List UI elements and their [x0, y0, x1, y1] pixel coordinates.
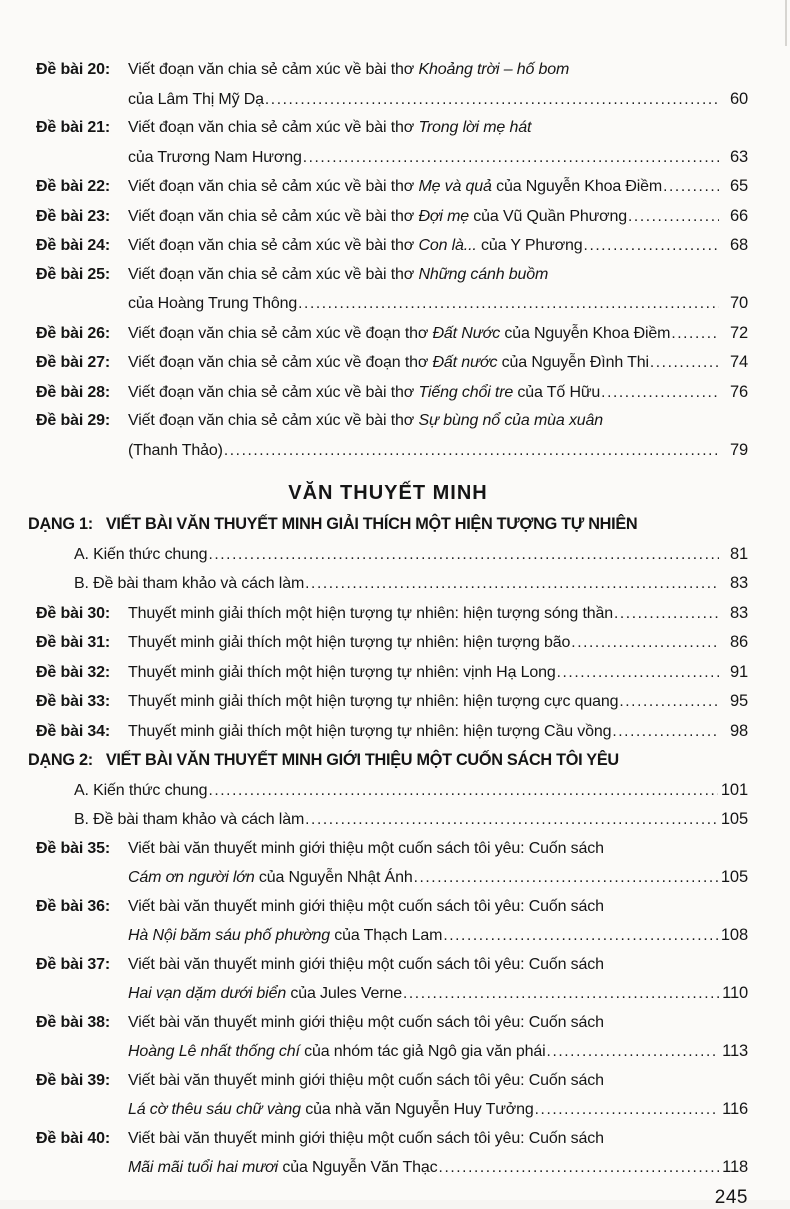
entry-label: Đề bài 34: — [36, 722, 111, 740]
dot-leader — [663, 173, 719, 202]
text-pre: Viết đoạn văn chia sẻ cảm xúc về bài thơ — [128, 237, 419, 254]
type-heading-label: DẠNG 1: — [28, 515, 93, 533]
toc-continuation-row — [128, 979, 748, 1009]
entry-label: Đề bài 21: — [36, 119, 111, 136]
dot-leader — [571, 629, 719, 658]
toc-continuation-row — [128, 436, 748, 466]
entry-text — [128, 290, 297, 319]
toc-continuation-row — [128, 85, 748, 115]
dot-leader — [535, 1096, 719, 1125]
toc-entry-row — [36, 599, 748, 629]
text-post: của nhóm tác giả Ngô gia văn phái — [299, 1043, 546, 1060]
entry-text — [128, 659, 556, 688]
dot-leader — [265, 86, 719, 115]
entry-text — [128, 203, 627, 232]
toc-entry-row — [36, 114, 748, 143]
text-post: của Tố Hữu — [513, 383, 601, 401]
page-ref: 105 — [720, 810, 748, 828]
entry-text — [128, 718, 611, 747]
dot-leader — [584, 232, 719, 261]
text-pre: Viết bài văn thuyết minh giới thiệu một cuốn sách tôi yêu: Cuốn sách — [128, 839, 604, 857]
work-title-italic: Con là... — [418, 237, 477, 254]
entry-text — [128, 320, 670, 349]
text-pre: của Lâm Thị Mỹ Dạ — [128, 90, 264, 108]
entry-text — [128, 1096, 534, 1125]
dot-leader — [224, 437, 719, 466]
toc-entry-row — [36, 687, 748, 717]
dot-leader — [619, 688, 719, 717]
entry-label: Đề bài 22: — [36, 178, 111, 195]
entry-text — [128, 1067, 604, 1096]
text-pre: Viết đoạn văn chia sẻ cảm xúc về bài thơ — [128, 265, 419, 283]
toc-entry-row — [36, 1125, 748, 1154]
text-post: của Nguyễn Đình Thi — [497, 354, 649, 371]
entry-text — [128, 893, 604, 922]
page-ref: 98 — [729, 721, 748, 740]
dot-leader — [403, 980, 719, 1009]
type-heading-text: VIẾT BÀI VĂN THUYẾT MINH GIẢI THÍCH MỘT HIỆN TƯỢNG TỰ NHIÊN — [105, 515, 638, 533]
dot-leader — [208, 777, 717, 806]
text-post: của nhà văn Nguyễn Huy Tưởng — [300, 1101, 534, 1118]
page-ref: 83 — [729, 603, 748, 622]
type-heading — [28, 746, 748, 776]
toc-entry-row — [36, 319, 748, 349]
text-pre: Thuyết minh giải thích một hiện tượng tự nhiên: hiện tượng cực quang — [128, 693, 619, 710]
type-heading-label: DẠNG 2: — [28, 751, 93, 769]
toc-continuation-row — [128, 921, 748, 951]
entry-label: Đề bài 36: — [36, 897, 111, 915]
dot-leader — [305, 570, 719, 599]
entry-text — [128, 261, 548, 290]
text-post: của Jules Verne — [286, 985, 402, 1002]
work-title-italic: Sự bùng nổ của mùa xuân — [418, 412, 604, 429]
page-ref: 65 — [729, 177, 748, 195]
toc-continuation-row — [128, 1095, 748, 1125]
page-ref: 95 — [729, 692, 748, 710]
page-ref: 91 — [729, 662, 748, 681]
entry-text — [128, 600, 613, 629]
toc-entry-row — [36, 628, 748, 658]
entry-text — [128, 980, 402, 1009]
toc-entry-row — [36, 348, 748, 378]
entry-label: Đề bài 35: — [36, 839, 111, 857]
entry-text — [128, 922, 442, 951]
entry-text — [128, 951, 604, 980]
dot-leader — [628, 203, 719, 232]
work-title-italic: Những cánh buồm — [418, 265, 549, 283]
work-title-italic: Đất Nước — [432, 324, 501, 342]
entry-text — [128, 232, 583, 261]
toc-entry-row — [36, 56, 748, 85]
page-ref: 60 — [729, 89, 748, 108]
entry-text — [128, 379, 600, 408]
work-title-italic: Mãi mãi tuổi hai mươi — [128, 1159, 279, 1176]
toc-continuation-row — [128, 289, 748, 319]
entry-label: Đề bài 40: — [36, 1129, 111, 1147]
toc-entry-row — [36, 407, 748, 436]
dot-leader — [650, 349, 719, 378]
text-pre: Thuyết minh giải thích một hiện tượng tự nhiên: hiện tượng bão — [128, 634, 571, 651]
section-heading: VĂN THUYẾT MINH — [288, 482, 488, 504]
toc-entry-row — [36, 172, 748, 202]
page-ref: 83 — [729, 574, 748, 592]
text-pre: Viết bài văn thuyết minh giới thiệu một cuốn sách tôi yêu: Cuốn sách — [128, 955, 604, 973]
text-pre: Thuyết minh giải thích một hiện tượng tự nhiên: hiện tượng sóng thần — [128, 604, 613, 622]
entry-text — [128, 114, 531, 143]
toc-subitem-row — [74, 805, 748, 835]
page-ref: 108 — [720, 926, 748, 944]
page-ref: 72 — [729, 323, 748, 342]
dot-leader — [614, 600, 719, 629]
toc-entry-row — [36, 658, 748, 688]
text-pre: của Trương Nam Hương — [128, 148, 302, 166]
dot-leader — [557, 659, 719, 688]
text-pre: Viết đoạn văn chia sẻ cảm xúc về bài thơ — [128, 178, 419, 195]
toc-continuation-row — [128, 863, 748, 893]
toc-entry-row — [36, 1067, 748, 1096]
type-heading-text: VIẾT BÀI VĂN THUYẾT MINH GIỚI THIỆU MỘT CUỐN SÁCH TÔI YÊU — [105, 751, 619, 769]
work-title-italic: Mẹ và quả — [418, 178, 492, 195]
dot-leader — [547, 1038, 719, 1067]
page-ref: 118 — [722, 1158, 748, 1176]
text-pre: Viết đoạn văn chia sẻ cảm xúc về đoạn thơ — [128, 324, 433, 342]
text-pre: Viết đoạn văn chia sẻ cảm xúc về bài thơ — [128, 383, 419, 401]
page-ref: 66 — [729, 206, 748, 225]
toc-entry-row — [36, 893, 748, 922]
work-title-italic: Lá cờ thêu sáu chữ vàng — [128, 1101, 301, 1118]
dot-leader — [612, 718, 719, 747]
entry-label: Đề bài 32: — [36, 663, 111, 681]
toc-entry-row — [36, 231, 748, 261]
toc-subitem-row — [74, 776, 748, 806]
text-post: của Y Phương — [476, 237, 583, 254]
subitem-text: B. Đề bài tham khảo và cách làm — [74, 575, 305, 592]
work-title-italic: Đất nước — [432, 354, 498, 371]
page-ref: 74 — [729, 353, 748, 371]
text-pre: của Hoàng Trung Thông — [128, 295, 298, 312]
entry-label: Đề bài 25: — [36, 265, 111, 283]
type-heading — [28, 510, 748, 540]
toc-entry-row — [36, 202, 748, 232]
dot-leader — [439, 1154, 719, 1183]
entry-label: Đề bài 38: — [36, 1013, 111, 1031]
text-post: của Nguyễn Khoa Điềm — [491, 178, 663, 195]
entry-text — [128, 86, 264, 115]
text-pre: Viết bài văn thuyết minh giới thiệu một cuốn sách tôi yêu: Cuốn sách — [128, 897, 604, 915]
entry-label: Đề bài 30: — [36, 604, 111, 622]
text-pre: Viết đoạn văn chia sẻ cảm xúc về bài thơ — [128, 207, 419, 225]
dot-leader — [601, 379, 719, 408]
text-pre: Viết bài văn thuyết minh giới thiệu một cuốn sách tôi yêu: Cuốn sách — [128, 1071, 604, 1089]
page-ref: 63 — [729, 147, 748, 166]
entry-text — [128, 144, 302, 173]
dot-leader — [208, 541, 719, 570]
text-post: của Nguyễn Nhật Ánh — [254, 869, 413, 886]
page-ref: 68 — [729, 236, 748, 254]
entry-text — [128, 1154, 438, 1183]
text-post: của Nguyễn Văn Thạc — [278, 1159, 438, 1176]
work-title-italic: Hai vạn dặm dưới biển — [128, 985, 287, 1002]
text-pre: Viết bài văn thuyết minh giới thiệu một cuốn sách tôi yêu: Cuốn sách — [128, 1013, 604, 1031]
text-pre: (Thanh Thảo) — [128, 441, 223, 459]
dot-leader — [671, 320, 719, 349]
subitem-text: A. Kiến thức chung — [74, 781, 208, 799]
page-ref: 86 — [729, 633, 748, 651]
text-post: của Vũ Quần Phương — [469, 207, 628, 225]
entry-text — [128, 864, 413, 893]
dot-leader — [303, 144, 719, 173]
dot-leader — [443, 922, 718, 951]
scan-artifact — [785, 0, 787, 46]
page-ref: 110 — [722, 984, 748, 1002]
text-pre: Viết bài văn thuyết minh giới thiệu một cuốn sách tôi yêu: Cuốn sách — [128, 1129, 604, 1147]
toc-entry-row — [36, 378, 748, 408]
page-ref: 81 — [729, 544, 748, 563]
entry-label: Đề bài 29: — [36, 412, 111, 429]
entry-label: Đề bài 23: — [36, 207, 111, 225]
text-pre: Thuyết minh giải thích một hiện tượng tự nhiên: vịnh Hạ Long — [128, 663, 556, 681]
page-ref: 76 — [729, 382, 748, 401]
entry-text — [128, 407, 603, 436]
subitem-text: A. Kiến thức chung — [74, 545, 208, 563]
toc-entry-row — [36, 1009, 748, 1038]
page-ref: 101 — [720, 780, 748, 799]
work-title-italic: Hoàng Lê nhất thống chí — [128, 1043, 300, 1060]
entry-label: Đề bài 31: — [36, 634, 111, 651]
entry-label: Đề bài 39: — [36, 1071, 111, 1089]
entry-text — [128, 835, 604, 864]
toc-subitem-row — [74, 569, 748, 599]
entry-text — [128, 1009, 604, 1038]
dot-leader — [298, 290, 719, 319]
entry-label: Đề bài 28: — [36, 383, 111, 401]
entry-label: Đề bài 37: — [36, 955, 111, 973]
entry-text — [128, 437, 223, 466]
work-title-italic: Đợi mẹ — [418, 207, 469, 225]
work-title-italic: Tiếng chổi tre — [418, 383, 514, 401]
work-title-italic: Hà Nội băm sáu phố phường — [128, 927, 330, 944]
page-number-footer: 245 — [714, 1186, 748, 1208]
toc-entry-row — [36, 261, 748, 290]
entry-label: Đề bài 33: — [36, 693, 111, 710]
entry-label: Đề bài 24: — [36, 237, 111, 254]
toc-entry-row — [36, 951, 748, 980]
toc-continuation-row — [128, 1153, 748, 1183]
work-title-italic: Khoảng trời – hố bom — [418, 61, 570, 78]
page-ref: 70 — [729, 294, 748, 312]
entry-label: Đề bài 27: — [36, 354, 111, 371]
subitem-text: B. Đề bài tham khảo và cách làm — [74, 811, 305, 828]
work-title-italic: Trong lời mẹ hát — [418, 119, 532, 136]
text-pre: Viết đoạn văn chia sẻ cảm xúc về bài thơ — [128, 61, 419, 78]
text-pre: Viết đoạn văn chia sẻ cảm xúc về đoạn thơ — [128, 354, 433, 371]
page-ref: 105 — [720, 868, 748, 886]
entry-label: Đề bài 26: — [36, 324, 111, 342]
entry-text — [128, 1038, 546, 1067]
text-pre: Viết đoạn văn chia sẻ cảm xúc về bài thơ — [128, 412, 419, 429]
toc-subitem-row — [74, 540, 748, 570]
toc-entry-row — [36, 835, 748, 864]
text-post: của Thạch Lam — [329, 927, 443, 944]
work-title-italic: Cám ơn người lớn — [128, 869, 255, 886]
text-post: của Nguyễn Khoa Điềm — [500, 324, 671, 342]
dot-leader — [414, 864, 718, 893]
page-ref: 116 — [722, 1100, 748, 1118]
page-ref: 113 — [722, 1042, 748, 1060]
entry-text — [128, 56, 569, 85]
entry-label: Đề bài 20: — [36, 61, 111, 78]
text-pre: Thuyết minh giải thích một hiện tượng tự nhiên: hiện tượng Cầu vồng — [128, 722, 612, 740]
entry-text — [128, 688, 618, 717]
entry-text — [128, 629, 570, 658]
entry-text — [128, 173, 662, 202]
page-ref: 79 — [729, 440, 748, 459]
entry-text — [128, 1125, 604, 1154]
toc-continuation-row — [128, 143, 748, 173]
dot-leader — [305, 806, 718, 835]
toc-continuation-row — [128, 1037, 748, 1067]
text-pre: Viết đoạn văn chia sẻ cảm xúc về bài thơ — [128, 119, 419, 136]
toc-entry-row — [36, 717, 748, 747]
entry-text — [128, 349, 649, 378]
